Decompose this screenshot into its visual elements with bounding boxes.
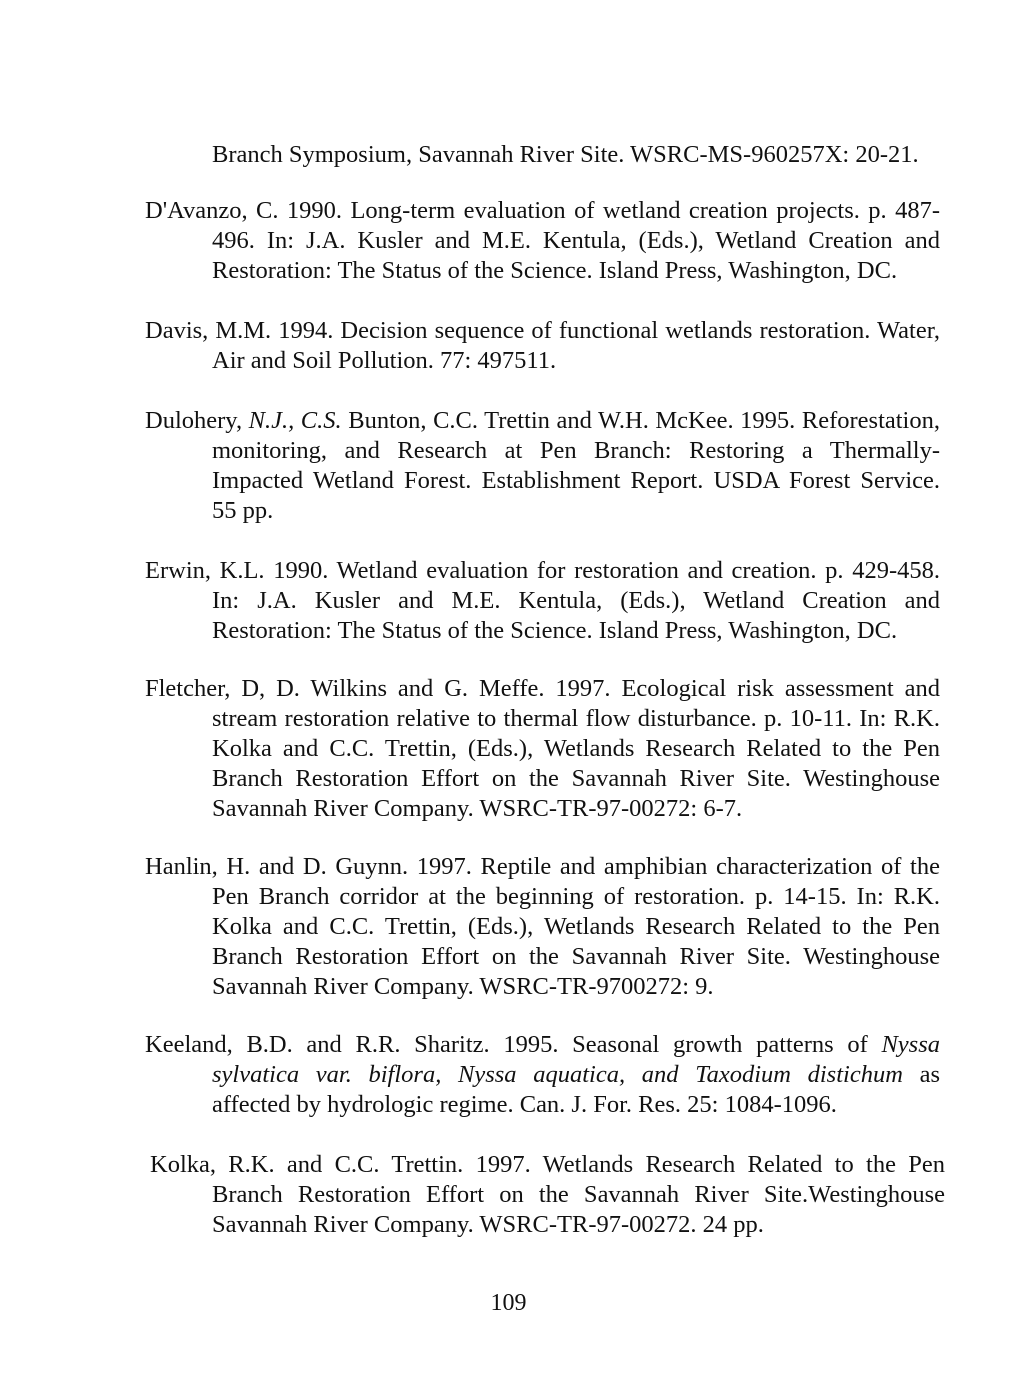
reference-hanlin-1997: Hanlin, H. and D. Guynn. 1997. Reptile and amphibian characterization of the Pen Branch corridor at the beginning of restoration. p. 14-15. In: R.K. Kolka and C.C. Trettin, (Eds.), Wetlands Research Related to the Pen Branch Restoration Effort on the Savannah River Site. Westinghouse Savannah River Company. WSRC-TR-9700272: 9. — [145, 853, 940, 1000]
reference-keeland-1995 — [145, 1030, 940, 1120]
reference-tail: as affected by hydrologic regime. Can. J. For. Res. 25: 1084-1096. — [212, 1061, 940, 1118]
reference-fletcher-1997: Fletcher, D, D. Wilkins and G. Meffe. 1997. Ecological risk assessment and stream restoration relative to thermal flow disturbance. p. 10-11. In: R.K. Kolka and C.C. Trettin, (Eds.), Wetlands Research Related to the Pen Branch Restoration Effort on the Savannah River Site. Westinghouse Savannah River Company. WSRC-TR-97-00272: 6-7. — [145, 675, 940, 822]
reference-davis-1994: Davis, M.M. 1994. Decision sequence of functional wetlands restoration. Water, Air and Soil Pollution. 77: 497511. — [145, 317, 940, 374]
reference-lead: Keeland, B.D. and R.R. Sharitz. 1995. Seasonal growth patterns of — [145, 1031, 882, 1058]
reference-body: Bunton, C.C. Trettin and W.H. McKee. 1995. Reforestation, monitoring, and Research at Pen Branch: Restoring a Thermally-Impacted Wetland Forest. Establishment Report. USDA Forest Service. 55 pp. — [212, 407, 940, 524]
reference-kolka-1997: Kolka, R.K. and C.C. Trettin. 1997. Wetlands Research Related to the Pen Branch Restoration Effort on the Savannah River Site.Westinghouse Savannah River Company. WSRC-TR-97-00272. 24 pp. — [150, 1151, 945, 1238]
species-names: Nyssa sylvatica var. biflora, Nyssa aquatica, and Taxodium distichum — [212, 1031, 940, 1088]
reference-continuation: Branch Symposium, Savannah River Site. WSRC-MS-960257X: 20-21. — [212, 141, 919, 168]
reference-davanzo-1990: D'Avanzo, C. 1990. Long-term evaluation of wetland creation projects. p. 487-496. In: J.A. Kusler and M.E. Kentula, (Eds.), Wetland Creation and Restoration: The Status of the Science. Island Press, Washington, DC. — [145, 197, 940, 284]
reference-erwin-1990: Erwin, K.L. 1990. Wetland evaluation for restoration and creation. p. 429-458. In: J.A. Kusler and M.E. Kentula, (Eds.), Wetland Creation and Restoration: The Status of the Science. Island Press, Washington, DC. — [145, 557, 940, 644]
reference-dulohery-1995 — [145, 406, 940, 526]
reference-author-initials: N.J., C.S. — [248, 407, 342, 434]
page-number: 109 — [490, 1290, 527, 1316]
reference-author: Dulohery, — [145, 407, 249, 434]
